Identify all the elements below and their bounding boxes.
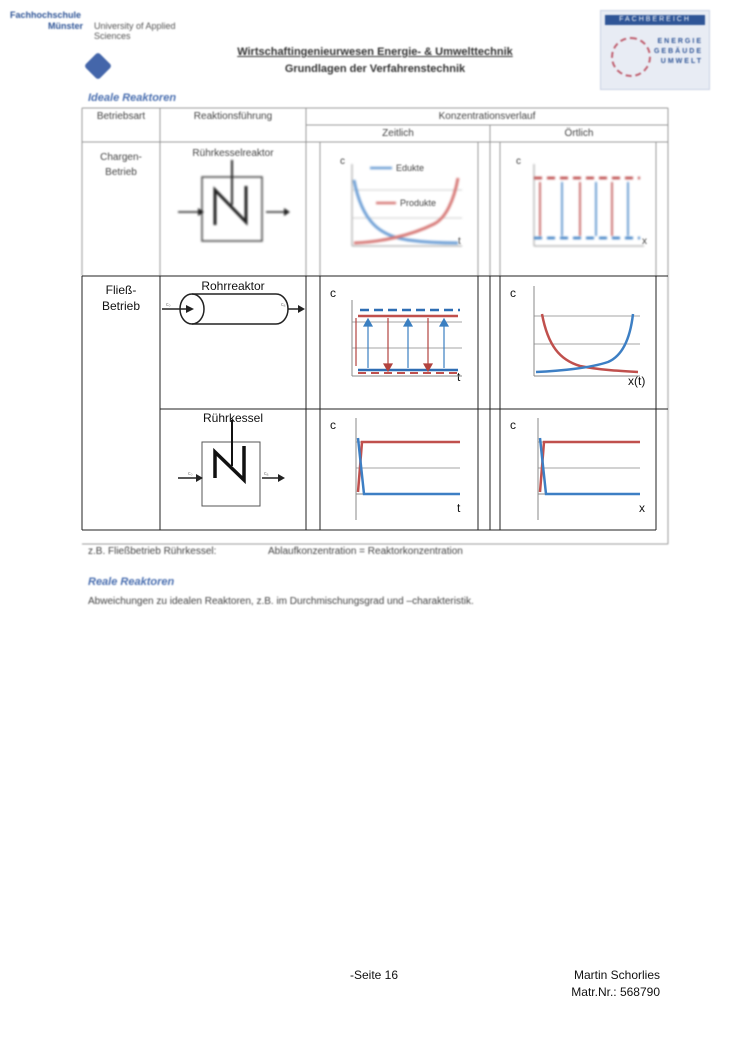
section-real-text: Abweichungen zu idealen Reaktoren, z.B. im Durchmischungsgrad und –charakteristik. (88, 596, 474, 607)
cstr-space-chart (538, 418, 640, 520)
section-heading-ideal: Ideale Reaktoren (88, 92, 177, 104)
svg-text:cₐ: cₐ (281, 302, 286, 308)
document-subtitle: Grundlagen der Verfahrenstechnik (284, 63, 466, 75)
row1-reaktor-label: Rührkesselreaktor (192, 148, 274, 159)
department-line-3: UMWELT (660, 58, 703, 65)
header-betriebsart: Betriebsart (96, 111, 146, 122)
row3-space-axis-x: x (639, 501, 645, 515)
row2-space-axis-xt: x(t) (628, 374, 646, 388)
logo-left-tagline: University of Applied Sciences (94, 21, 176, 41)
note-right: Ablaufkonzentration = Reaktorkonzentration (268, 546, 463, 557)
page-number: -Seite 16 (350, 968, 399, 982)
header-reaktionsfuehrung: Reaktionsführung (193, 111, 273, 122)
tube-space-chart (534, 286, 640, 376)
batch-reactor-diagram (178, 160, 290, 241)
svg-text:cₐ: cₐ (264, 471, 269, 477)
row1-graphics (0, 0, 750, 280)
author-name: Martin Schorlies (573, 968, 660, 982)
row2-reaktor-label: Rohrreaktor (201, 279, 265, 293)
section-heading-real: Reale Reaktoren (88, 576, 175, 588)
row1-space-axis-c: c (516, 156, 521, 167)
logo-left-line1: Fachhochschule (10, 10, 82, 20)
svg-text:c₀: c₀ (188, 471, 193, 477)
legend-edukte: Edukte (396, 163, 425, 173)
header-konzentrationsverlauf: Konzentrationsverlauf (438, 111, 536, 122)
note-left: z.B. Fließbetrieb Rührkessel: (88, 546, 217, 557)
batch-space-chart (534, 164, 644, 246)
row1-space-axis-x: x (642, 236, 647, 247)
cstr-time-chart (356, 418, 460, 520)
legend-produkte: Produkte (400, 198, 437, 208)
header-zeitlich: Zeitlich (382, 128, 414, 139)
row1-betriebsart: Chargen-Betrieb (100, 152, 142, 178)
row3-space-axis-c: c (510, 418, 516, 432)
department-line-2: GEBÄUDE (653, 48, 703, 55)
row2-time-axis-c: c (330, 286, 336, 300)
document-title: Wirtschaftingenieurwesen Energie- & Umwelttechnik (237, 46, 513, 58)
department-tag: FACHBEREICH (605, 15, 705, 25)
row1-time-axis-c: c (340, 156, 345, 167)
rows-2-3-graphics (0, 270, 750, 540)
tube-time-chart (352, 300, 462, 376)
tube-reactor-diagram (162, 294, 305, 324)
logo-left-line2: Münster (48, 21, 84, 31)
row2-betriebsart: Fließ-Betrieb (101, 283, 141, 313)
row3-reaktor-label: Rührkessel (202, 411, 264, 425)
matriculation-number: Matr.Nr.: 568790 (571, 985, 660, 999)
department-line-1: ENERGIE (657, 38, 703, 45)
row2-space-axis-c: c (510, 286, 516, 300)
svg-text:c₀: c₀ (166, 302, 171, 308)
cstr-diagram (178, 420, 285, 506)
header-oertlich: Örtlich (564, 128, 594, 139)
row2-time-axis-t: t (457, 370, 461, 384)
row3-time-axis-c: c (330, 418, 336, 432)
row3-time-axis-t: t (457, 501, 461, 515)
row1-time-axis-t: t (458, 236, 461, 247)
